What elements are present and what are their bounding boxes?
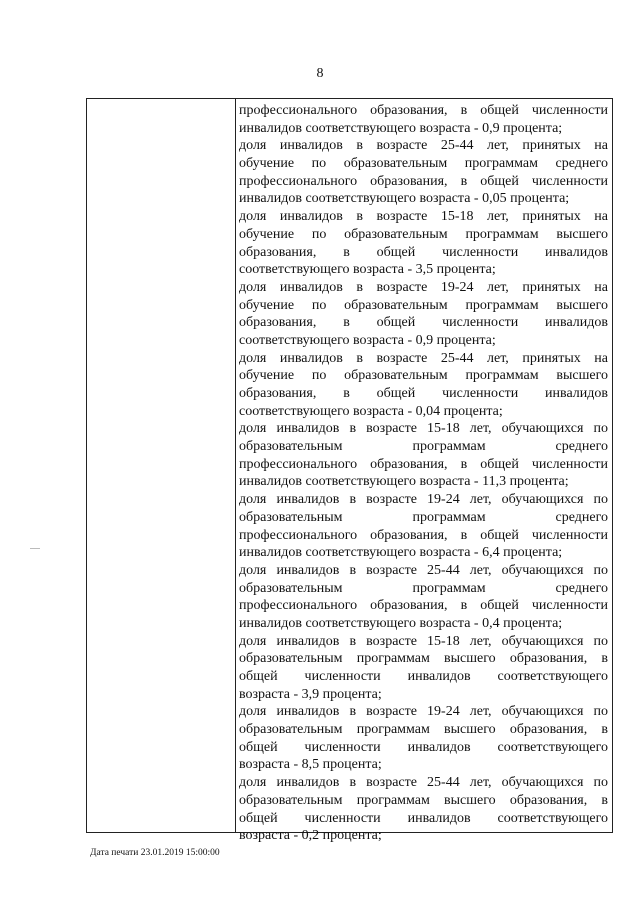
text-line: общей численности инвалидов соответствующего <box>239 810 608 826</box>
print-date: Дата печати 23.01.2019 15:00:00 <box>90 848 220 858</box>
text-line: доля инвалидов в возрасте 19-24 лет, обучающихся по <box>239 704 608 720</box>
text-line: образовательным программам среднего <box>239 439 608 455</box>
text-line: возраста - 3,9 процента; <box>239 686 382 702</box>
text-line: возраста - 0,2 процента; <box>239 828 382 844</box>
text-line: доля инвалидов в возрасте 19-24 лет, обучающихся по <box>239 492 608 508</box>
text-line: образовательным программам высшего образования, в <box>239 792 608 808</box>
text-line: инвалидов соответствующего возраста - 0,4 процента; <box>239 615 563 631</box>
text-line: доля инвалидов в возрасте 25-44 лет, обучающихся по <box>239 775 608 791</box>
document-table <box>86 98 613 844</box>
text-line: соответствующего возраста - 3,5 процента; <box>239 262 496 278</box>
text-line: инвалидов соответствующего возраста - 0,9 процента; <box>239 120 563 136</box>
text-line: доля инвалидов в возрасте 15-18 лет, обучающихся по <box>239 421 608 437</box>
text-line: обучение по образовательным программам высшего <box>239 297 608 313</box>
text-line: обучение по образовательным программам высшего <box>239 226 608 242</box>
text-line: инвалидов соответствующего возраста - 11,3 процента; <box>239 474 569 490</box>
text-line: соответствующего возраста - 0,04 процента; <box>239 403 503 419</box>
table-text-column <box>239 102 608 845</box>
text-line: доля инвалидов в возрасте 19-24 лет, принятых на <box>239 279 608 295</box>
text-line: образования, в общей численности инвалидов <box>239 244 608 260</box>
text-line: образовательным программам высшего образования, в <box>239 651 608 667</box>
text-line: обучение по образовательным программам среднего <box>239 156 608 172</box>
text-line: возраста - 8,5 процента; <box>239 757 382 773</box>
scan-artifact <box>30 548 40 549</box>
text-line: общей численности инвалидов соответствующего <box>239 739 608 755</box>
text-line: соответствующего возраста - 0,9 процента; <box>239 332 496 348</box>
text-line: инвалидов соответствующего возраста - 0,05 процента; <box>239 191 570 207</box>
text-line: профессионального образования, в общей численности <box>239 456 608 472</box>
text-line: общей численности инвалидов соответствующего <box>239 669 608 684</box>
text-line: обучение по образовательным программам высшего <box>239 368 608 384</box>
column-divider <box>235 99 236 832</box>
page-number: 8 <box>316 66 324 81</box>
text-line: инвалидов соответствующего возраста - 6,4 процента; <box>239 545 563 561</box>
text-line: профессионального образования, в общей численности <box>239 598 608 614</box>
text-line: образовательным программам среднего <box>239 509 608 525</box>
text-line: профессионального образования, в общей численности <box>239 173 608 189</box>
text-line: образования, в общей численности инвалидов <box>239 386 608 401</box>
text-line: профессионального образования, в общей численности <box>239 103 608 118</box>
text-line: профессионального образования, в общей численности <box>239 527 608 543</box>
text-line: доля инвалидов в возрасте 25-44 лет, обучающихся по <box>239 562 608 578</box>
text-line: доля инвалидов в возрасте 25-44 лет, принятых на <box>239 138 608 154</box>
text-line: образования, в общей численности инвалидов <box>239 315 608 331</box>
text-line: доля инвалидов в возрасте 15-18 лет, принятых на <box>239 209 608 225</box>
text-line: доля инвалидов в возрасте 15-18 лет, обучающихся по <box>239 633 608 649</box>
text-line: образовательным программам среднего <box>239 580 608 596</box>
text-line: доля инвалидов в возрасте 25-44 лет, принятых на <box>239 350 608 366</box>
text-line: образовательным программам высшего образования, в <box>239 722 608 738</box>
